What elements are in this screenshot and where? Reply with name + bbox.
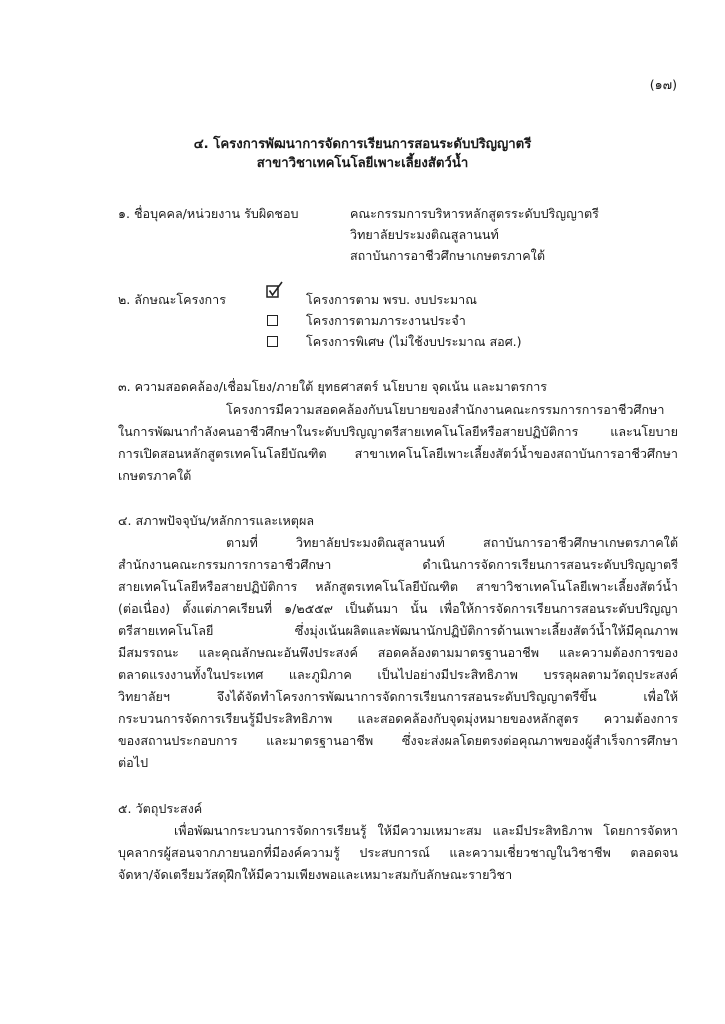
section2-option-1: โครงการตาม พรบ. งบประมาณ: [306, 292, 477, 307]
unchecked-box-icon: [267, 336, 278, 347]
document-title-line2: สาขาวิชาเทคโนโลยีเพาะเลี้ยงสัตว์น้ำ: [256, 156, 469, 171]
section4-line-7: ตลาดแรงงานทั้งในประเทศ และภูมิภาค เป็นไปอย่างมีประสิทธิภาพ บรรลุผลตามวัตถุประสงค์: [118, 667, 678, 682]
section4-line-9: กระบวนการจัดการเรียนรู้มีประสิทธิภาพ และสอดคล้องกับจุดมุ่งหมายของหลักสูตร ความต้องการ: [118, 711, 678, 726]
section3-heading: ๓. ความสอดคล้อง/เชื่อมโยง/ภายใต้ ยุทธศาสตร์ นโยบาย จุดเน้น และมาตรการ: [118, 379, 548, 394]
section3-line-3: การเปิดสอนหลักสูตรเทคโนโลยีบัณฑิต สาขาเทคโนโลยีเพาะเลี้ยงสัตว์น้ำของสถาบันการอาชีวศึกษา: [118, 446, 678, 461]
section4-line-11: ต่อไป: [118, 755, 149, 770]
section5-line-3: จัดหา/จัดเตรียมวัสดุฝึกให้มีความเพียงพอและเหมาะสมกับลักษณะรายวิชา: [118, 867, 513, 882]
section5-line-1: เพื่อพัฒนากระบวนการจัดการเรียนรู้ ให้มีความเหมาะสม และมีประสิทธิภาพ โดยการจัดหา: [174, 823, 678, 838]
section4-line-10: ของสถานประกอบการ และมาตรฐานอาชีพ ซึ่งจะส่งผลโดยตรงต่อคุณภาพของผู้สำเร็จการศึกษา: [118, 733, 678, 748]
section4-line-2: สำนักงานคณะกรรมการการอาชีวศึกษา ดำเนินการจัดการเรียนการสอนระดับปริญญาตรี: [118, 557, 678, 572]
section4-line-3: สายเทคโนโลยีหรือสายปฏิบัติการ หลักสูตรเทคโนโลยีบัณฑิต สาขาวิชาเทคโนโลยีเพาะเลี้ยงสัตว์น้ำ: [118, 579, 678, 594]
section4-line-1: ตามที่ วิทยาลัยประมงติณสูลานนท์ สถาบันการอาชีวศึกษาเกษตรภาคใต้: [226, 535, 678, 550]
section4-line-4: (ต่อเนื่อง) ตั้งแต่ภาคเรียนที่ ๑/๒๕๕๙ เป็นต้นมา นั้น เพื่อให้การจัดการเรียนการสอนระดับปริญญา: [118, 601, 678, 616]
section2-option-2: โครงการตามภาระงานประจำ: [306, 313, 466, 328]
document-title-line1: ๔. โครงการพัฒนาการจัดการเรียนการสอนระดับปริญญาตรี: [193, 137, 532, 152]
section4-line-6: มีสมรรถนะ และคุณลักษณะอันพึงประสงค์ สอดคล้องตามมาตรฐานอาชีพ และความต้องการของ: [118, 645, 678, 660]
section1-label: ๑. ชื่อบุคคล/หน่วยงาน รับผิดชอบ: [118, 206, 299, 221]
section4-line-8: วิทยาลัยฯ จึงได้จัดทำโครงการพัฒนาการจัดการเรียนการสอนระดับปริญญาตรีขึ้น เพื่อให้: [118, 689, 678, 704]
section5-heading: ๕. วัตถุประสงค์: [118, 801, 203, 816]
section1-value-1: คณะกรรมการบริหารหลักสูตรระดับปริญญาตรี: [350, 206, 599, 221]
section1-value-3: สถาบันการอาชีวศึกษาเกษตรภาคใต้: [350, 248, 545, 263]
section1-value-2: วิทยาลัยประมงติณสูลานนท์: [350, 227, 499, 242]
section2-label: ๒. ลักษณะโครงการ: [118, 292, 226, 307]
section5-line-2: บุคลากรผู้สอนจากภายนอกที่มีองค์ความรู้ ประสบการณ์ และความเชี่ยวชาญในวิชาชีพ ตลอดจน: [118, 845, 678, 860]
section3-line-1: โครงการมีความสอดคล้องกับนโยบายของสำนักงานคณะกรรมการการอาชีวศึกษา: [226, 402, 665, 417]
section4-heading: ๔. สภาพปัจจุบัน/หลักการและเหตุผล: [118, 513, 315, 528]
section3-line-2: ในการพัฒนากำลังคนอาชีวศึกษาในระดับปริญญาตรีสายเทคโนโลยีหรือสายปฏิบัติการ และนโยบาย: [118, 424, 678, 439]
section3-line-4: เกษตรภาคใต้: [118, 468, 192, 483]
unchecked-box-icon: [267, 315, 278, 326]
section4-line-5: ตรีสายเทคโนโลยี ซึ่งมุ่งเน้นผลิตและพัฒนานักปฏิบัติการด้านเพาะเลี้ยงสัตว์น้ำให้มีคุณภาพ: [118, 623, 678, 638]
page-number: (๑๗): [649, 77, 677, 92]
checked-box-icon: [265, 280, 285, 300]
section2-option-3: โครงการพิเศษ (ไม่ใช้งบประมาณ สอศ.): [306, 334, 522, 349]
